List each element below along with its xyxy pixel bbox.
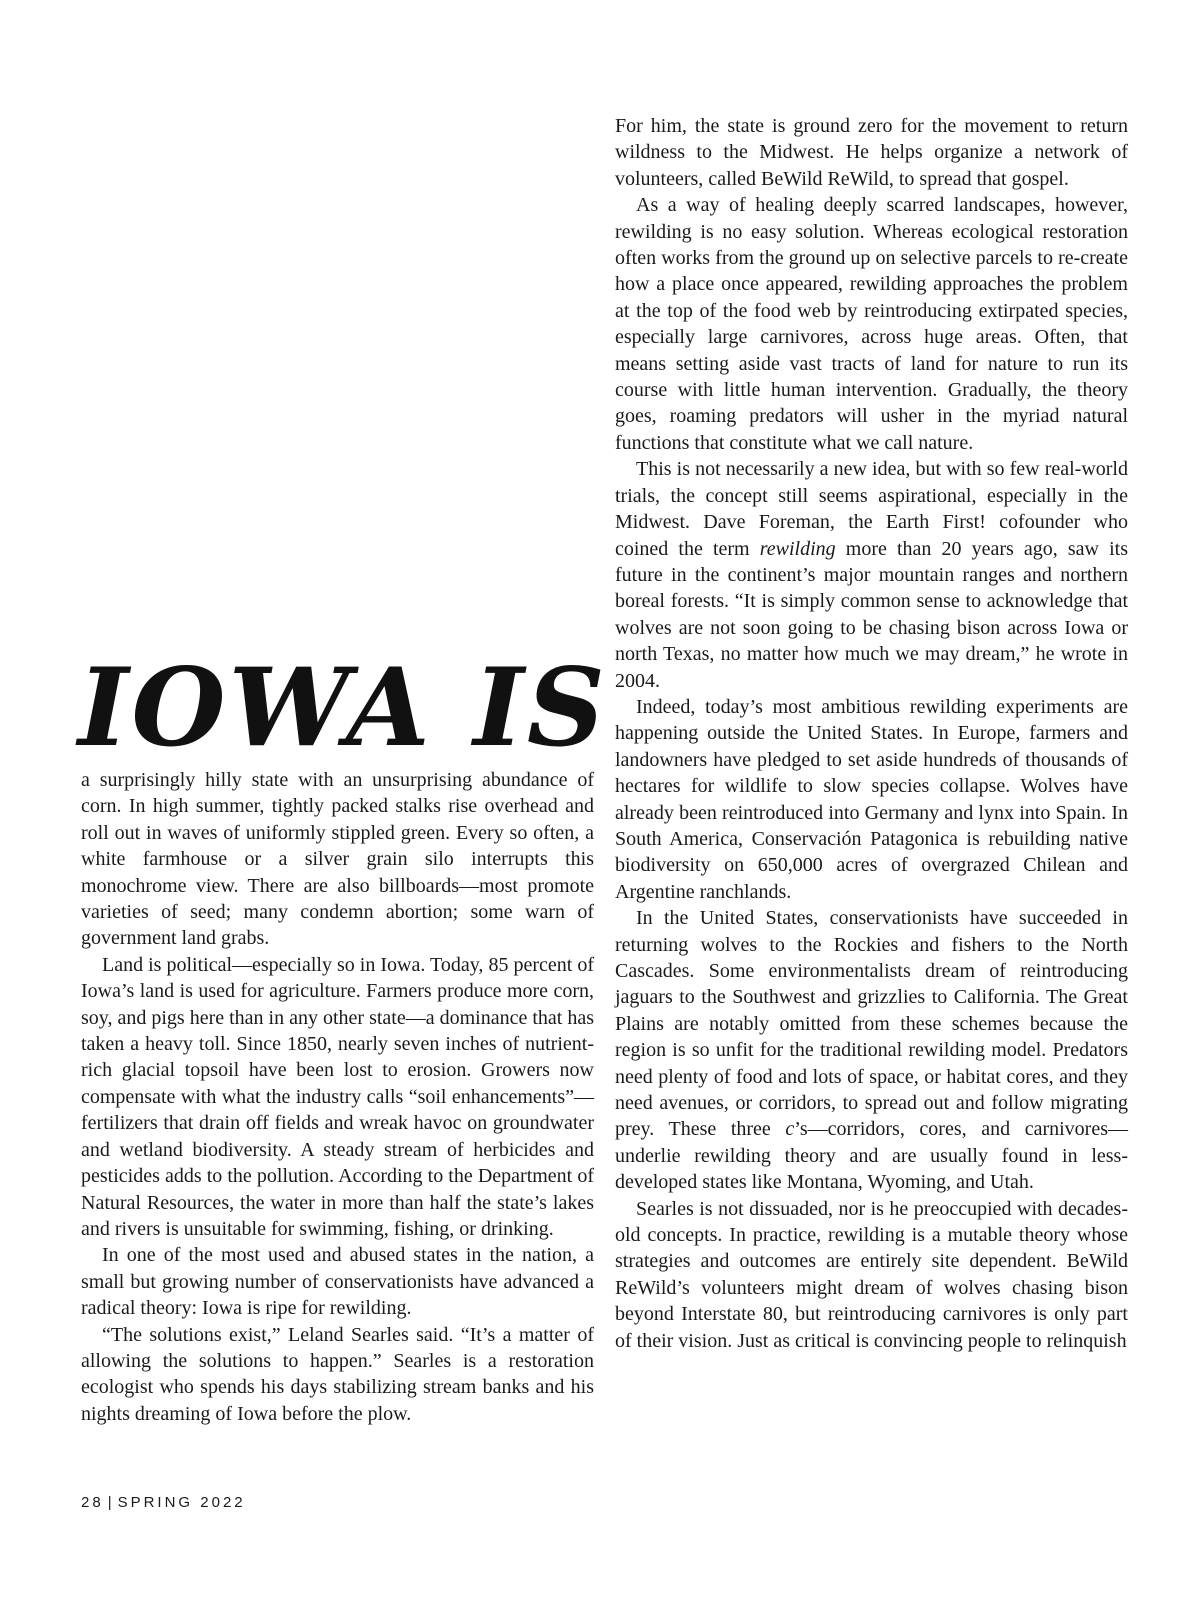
body-paragraph: “The solutions exist,” Leland Searles said. “It’s a matter of allowing the solutions to happen.” Searles is a restoration ecologist who spends his days stabilizing stream banks and his nights dreaming of Iowa before the plow. [81,1323,594,1425]
page-footer [81,1494,246,1511]
page-number: 28 [81,1494,104,1511]
right-column [615,113,1128,1354]
body-paragraph: a surprisingly hilly state with an unsurprising abundance of corn. In high summer, tightly packed stalks rise overhead and roll out in waves of uniformly stippled green. Every so often, a white farmhouse or a silver grain silo interrupts this monochrome view. There are also billboards—most promote varieties of seed; many condemn abortion; some warn of government land grabs. [81,769,594,950]
text-run: ’s—corridors, cores, and carnivores—underlie rewilding theory and are usually found in less-developed states like Montana, Wyoming, and Utah. [615,1118,1128,1194]
headline: IOWA IS [78,645,608,771]
text-run: more than 20 years ago, saw its future in the continent’s major mountain ranges and northern boreal forests. “It is simply common sense to acknowledge that wolves are not soon going to be chasing bison across Iowa or north Texas, no matter how much we may dream,” he wrote in 2004. [615,537,1128,692]
text-run: This is not necessarily a new idea, but with so few real-world trials, the concept still seems aspirational, especially in the Midwest. Dave Foreman, the Earth First! cofounder who coined the term [615,458,1128,560]
body-paragraph: Land is political—especially so in Iowa. Today, 85 percent of Iowa’s land is used for agriculture. Farmers produce more corn, soy, and pigs here than in any other state—a dominance that has taken a heavy toll. Since 1850, nearly seven inches of nutrient-rich glacial topsoil have been lost to erosion. Growers now compensate with what the industry calls “soil enhancements”—fertilizers that drain off fields and wreak havoc on groundwater and wetland biodiversity. A steady stream of herbicides and pesticides adds to the pollution. According to the Department of Natural Resources, the water in more than half the state’s lakes and rivers is unsuitable for swimming, fishing, or drinking. [81,953,594,1240]
italic-term: c [785,1118,795,1141]
body-paragraph: In one of the most used and abused states in the nation, a small but growing number of conservationists have advanced a radical theory: Iowa is ripe for rewilding. [81,1244,594,1320]
body-paragraph: For him, the state is ground zero for the movement to return wildness to the Midwest. He helps organize a network of volunteers, called BeWild ReWild, to spread that gospel. [615,115,1128,190]
left-column [81,767,594,1427]
body-paragraph [615,905,1128,1195]
issue-label: SPRING 2022 [117,1494,246,1511]
body-paragraph: As a way of healing deeply scarred landscapes, however, rewilding is no easy solution. Whereas ecological restoration often works from the ground up on selective parcels to re-create how a place once appeared, rewilding approaches the problem at the top of the food web by reintroducing extirpated species, especially large carnivores, across huge areas. Often, that means setting aside vast tracts of land for nature to run its course with little human intervention. Gradually, the theory goes, roaming predators will usher in the myriad natural functions that constitute what we call nature. [615,194,1128,454]
body-paragraph [615,456,1128,694]
body-paragraph: Searles is not dissuaded, nor is he preoccupied with decades-old concepts. In practice, rewilding is a mutable theory whose strategies and outcomes are entirely site dependent. BeWild ReWild’s volunteers might dream of wolves chasing bison beyond Interstate 80, but reintroducing carnivores is only part of their vision. Just as critical is convincing people to relinquish [615,1197,1128,1352]
body-paragraph: Indeed, today’s most ambitious rewilding experiments are happening outside the United States. In Europe, farmers and landowners have pledged to set aside hundreds of thousands of hectares for wildlife to slow species collapse. Wolves have already been reintroduced into Germany and lynx into Spain. In South America, Conservación Patagonica is rebuilding native biodiversity on 650,000 acres of overgrazed Chilean and Argentine ranchlands. [615,695,1128,903]
text-run: In the United States, conservationists have succeeded in returning wolves to the Rockies and fishers to the North Cascades. Some environmentalists dream of reintroducing jaguars to the Southwest and grizzlies to California. The Great Plains are notably omitted from these schemes because the region is so unfit for the traditional rewilding model. Predators need plenty of food and lots of space, or habitat cores, and they need avenues, or corridors, to spread out and follow migrating prey. These three [615,907,1128,1141]
footer-separator: | [107,1494,112,1511]
italic-term: rewilding [759,537,836,560]
